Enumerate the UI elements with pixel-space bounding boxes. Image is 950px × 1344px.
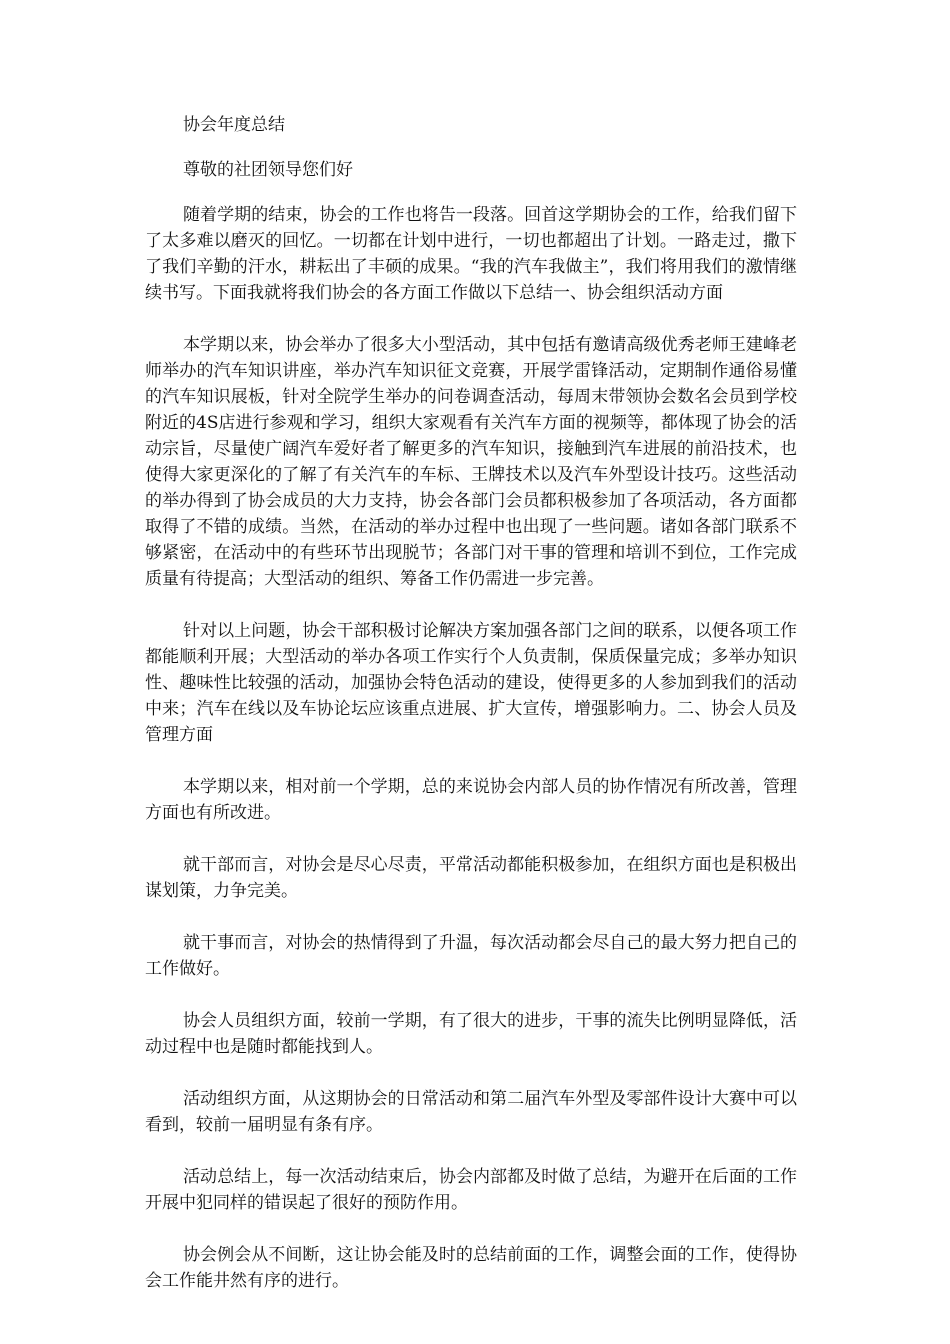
paragraph-cadres: 就干部而言，对协会是尽心尽责，平常活动都能积极参加，在组织方面也是积极出谋划策，力争完美。 <box>145 855 797 901</box>
paragraph-intro: 随着学期的结束，协会的工作也将告一段落。回首这学期协会的工作，给我们留下了太多难以磨灭的回忆。一切都在计划中进行，一切也都超出了计划。一路走过，撒下了我们辛勤的汗水，耕耘出了丰硕的成果。“我的汽车我做主”，我们将用我们的激情继续书写。下面我就将我们协会的各方面工作做以下总结一、协会组织活动方面 <box>145 205 797 303</box>
paragraph-organization: 协会人员组织方面，较前一学期，有了很大的进步，干事的流失比例明显降低，活动过程中也是随时都能找到人。 <box>145 1011 797 1057</box>
paragraph-activities: 本学期以来，协会举办了很多大小型活动，其中包括有邀请高级优秀老师王建峰老师举办的汽车知识讲座，举办汽车知识征文竞赛，开展学雷锋活动，定期制作通俗易懂的汽车知识展板，针对全院学生举办的问卷调查活动，每周末带领协会数名会员到学校附近的4S店进行参观和学习，组织大家观看有关汽车方面的视频等，都体现了协会的活动宗旨，尽量使广阔汽车爱好者了解更多的汽车知识，接触到汽车进展的前沿技术，也使得大家更深化的了解了有关汽车的车标、王牌技术以及汽车外型设计技巧。这些活动的举办得到了协会成员的大力支持，协会各部门会员都积极参加了各项活动，各方面都取得了不错的成绩。当然，在活动的举办过程中也出现了一些问题。诸如各部门联系不够紧密，在活动中的有些环节出现脱节；各部门对干事的管理和培训不到位，工作完成质量有待提高；大型活动的组织、筹备工作仍需进一步完善。 <box>145 335 797 589</box>
paragraph-activity-organization: 活动组织方面，从这期协会的日常活动和第二届汽车外型及零部件设计大赛中可以看到，较前一届明显有条有序。 <box>145 1089 797 1135</box>
paragraph-staff: 就干事而言，对协会的热情得到了升温，每次活动都会尽自己的最大努力把自己的工作做好。 <box>145 933 797 979</box>
paragraph-personnel: 本学期以来，相对前一个学期，总的来说协会内部人员的协作情况有所改善，管理方面也有所改进。 <box>145 777 797 823</box>
document-body <box>145 112 797 1320</box>
paragraph-solutions: 针对以上问题，协会干部积极讨论解决方案加强各部门之间的联系，以便各项工作都能顺利开展；大型活动的举办各项工作实行个人负责制，保质保量完成；多举办知识性、趣味性比较强的活动，加强协会特色活动的建设，使得更多的人参加到我们的活动中来；汽车在线以及车协论坛应该重点进展、扩大宣传，增强影响力。二、协会人员及管理方面 <box>145 621 797 745</box>
document-title: 协会年度总结 <box>183 115 285 135</box>
greeting: 尊敬的社团领导您们好 <box>183 160 353 180</box>
paragraph-meetings: 协会例会从不间断，这让协会能及时的总结前面的工作，调整会面的工作，使得协会工作能井然有序的进行。 <box>145 1245 797 1291</box>
paragraph-summary: 活动总结上，每一次活动结束后，协会内部都及时做了总结，为避开在后面的工作开展中犯同样的错误起了很好的预防作用。 <box>145 1167 797 1213</box>
